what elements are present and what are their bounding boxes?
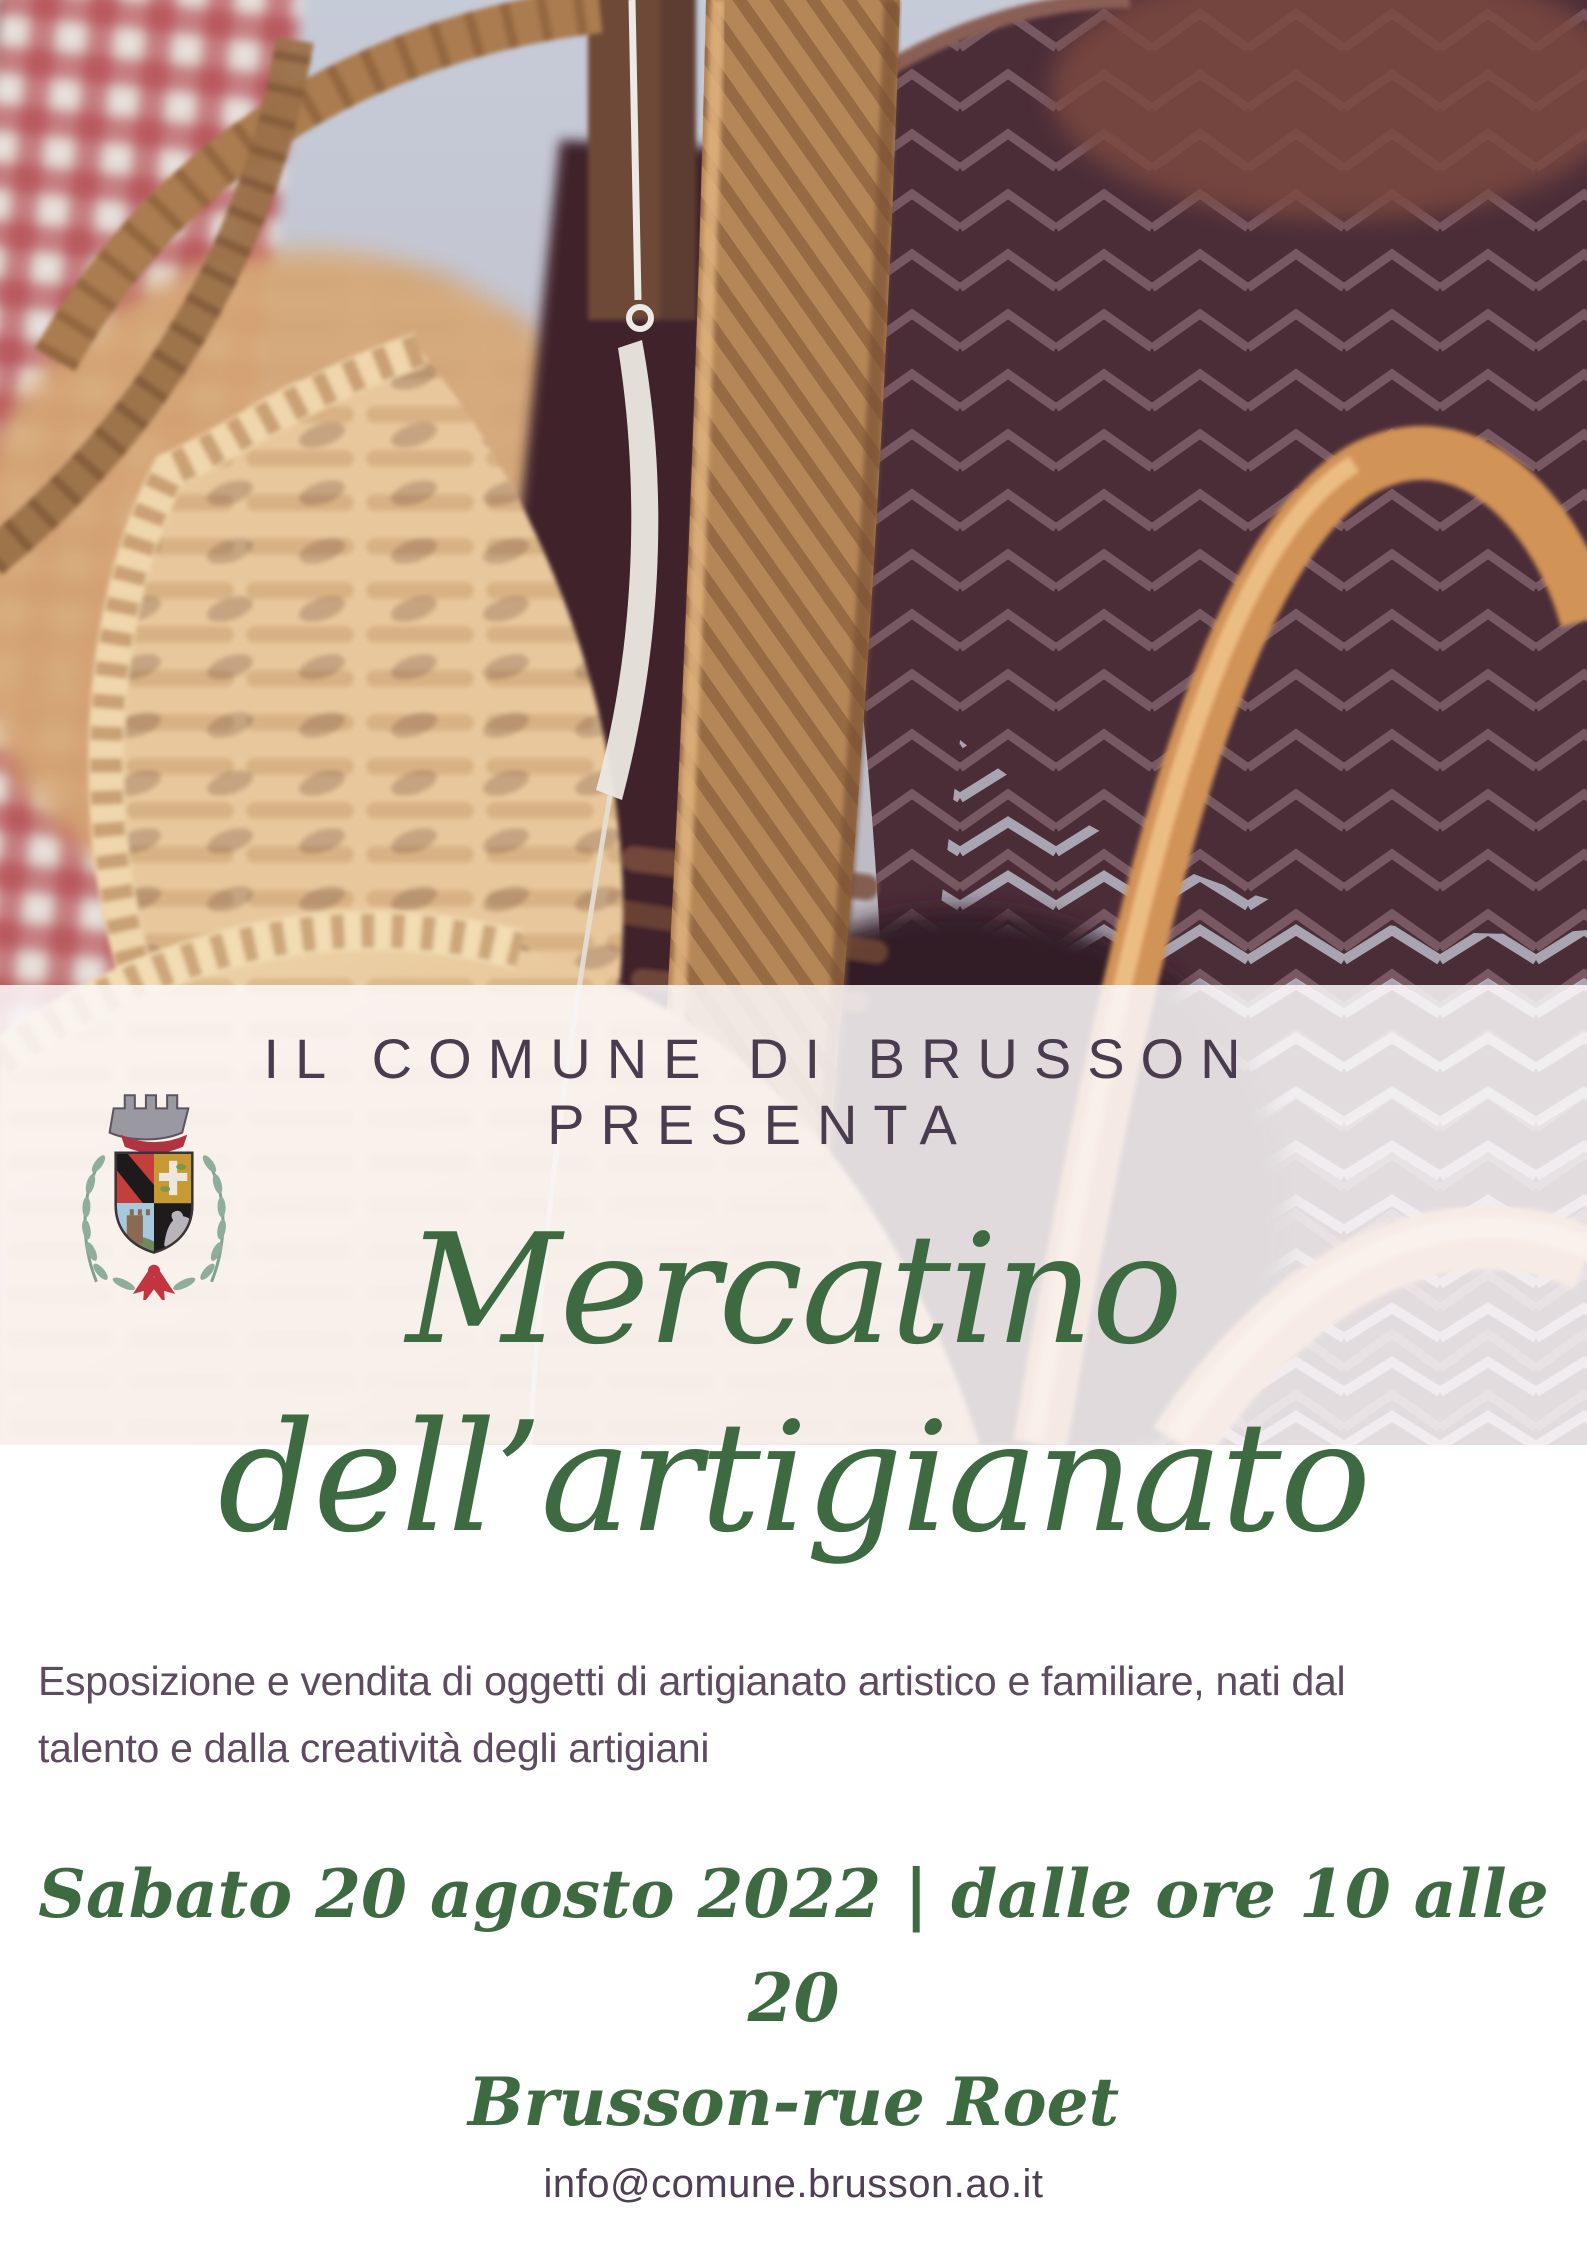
title-line2: dell’artigianato [217,1389,1370,1566]
presenter-line2: PRESENTA [547,1093,973,1156]
event-datetime: Sabato 20 agosto 2022 | dalle ore 10 alle 20 [38,1855,1549,2037]
wooden-pole [588,0,696,320]
description-line1: Esposizione e vendita di oggetti di artigianato artistico e familiare, nati dal [38,1658,1346,1704]
poster-title [0,1196,1587,1572]
description-text [38,1648,1558,1782]
event-details [0,1842,1587,2154]
event-location: Brusson-rue Roet [467,2063,1120,2141]
title-line1: Mercatino [405,1201,1182,1378]
presenter-line1: IL COMUNE DI BRUSSON [263,1027,1257,1090]
description-line2: talento e dalla creatività degli artigiani [38,1725,710,1771]
contact-email: info@comune.brusson.ao.it [543,2162,1044,2206]
presenter-heading [0,1026,1520,1158]
